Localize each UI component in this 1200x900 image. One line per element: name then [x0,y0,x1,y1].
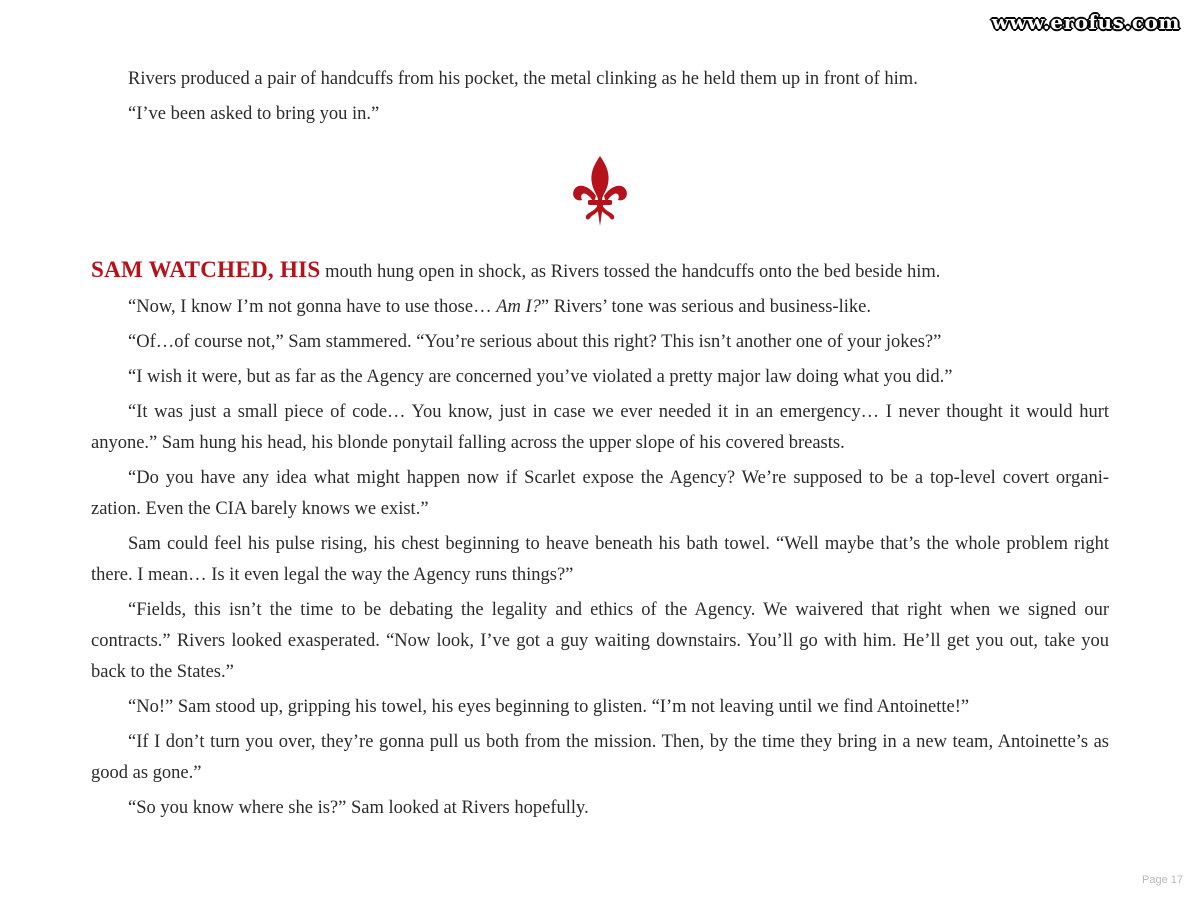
paragraph: “If I don’t turn you over, they’re gonna pull us both from the mission. Then, by the time they bring in a new team, Antoinette’s as good as gone.” [91,732,1109,783]
paragraph: Rivers produced a pair of handcuffs from his pocket, the metal clinking as he held them up in front of him. [128,69,918,89]
section-break [91,156,1109,226]
page-number: Page 17 [1142,874,1183,886]
paragraph: “Fields, this isn’t the time to be debating the legality and ethics of the Agency. We waivered that right when we signed our contracts.” Rivers looked exasperated. “Now look, I’ve got a guy waiting downstairs. You’ll go with him. He’ll get you out, take you back to the States.” [91,600,1109,682]
paragraph: “It was just a small piece of code… You know, just in case we ever needed it in an emergency… I never thought it would hurt anyone.” Sam hung his head, his blonde ponytail falling across the upper slope of his covered breasts. [91,402,1109,453]
paragraph: Sam could feel his pulse rising, his chest beginning to heave beneath his bath towel. “Well maybe that’s the whole problem right there. I mean… Is it even legal the way the Agency runs things?” [91,534,1109,585]
lead-in-caps: SAM WATCHED, HIS [91,257,321,282]
paragraph [91,292,1109,327]
paragraph: “I’ve been asked to bring you in.” [128,104,380,124]
paragraph: “So you know where she is?” Sam looked at Rivers hopefully. [128,798,589,818]
italic-emphasis: Am I? [496,297,541,317]
paragraph: “No!” Sam stood up, gripping his towel, his eyes beginning to glisten. “I’m not leaving until we find Antoinette!” [128,697,970,717]
paragraph-text: “Now, I know I’m not gonna have to use those… [128,297,497,317]
paragraph: “I wish it were, but as far as the Agency are concerned you’ve violated a pretty major law doing what you did.” [128,367,953,387]
paragraph-text: ” Rivers’ tone was serious and business-like. [540,297,871,317]
story-text [91,64,1109,828]
paragraph: “Do you have any idea what might happen now if Scarlet expose the Agency? We’re supposed to be a top-level covert organi-zation. Even the CIA barely knows we exist.” [91,468,1109,519]
lead-in-text: mouth hung open in shock, as Rivers tossed the handcuffs onto the bed beside him. [320,262,941,282]
fleur-de-lis-icon [572,156,628,226]
paragraph: “Of…of course not,” Sam stammered. “You’re serious about this right? This isn’t another one of your jokes?” [128,332,942,352]
lead-paragraph [91,254,1109,292]
site-watermark: www.erofus.com [991,10,1180,34]
